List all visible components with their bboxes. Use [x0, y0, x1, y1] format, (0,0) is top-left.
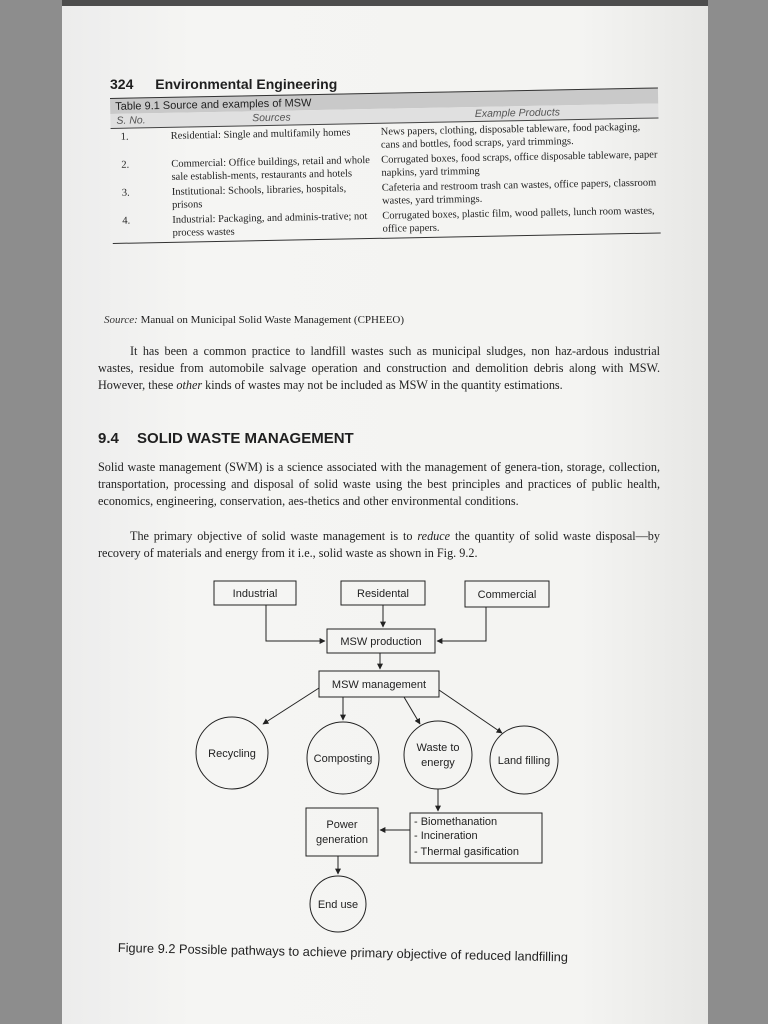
waste-to-energy-label-line1: Waste to	[416, 742, 460, 754]
cell-examples: News papers, clothing, disposable tableware, food packaging, cans and bottles, food scraps, yard trimmings.	[380, 121, 641, 151]
land-filling-label: Land filling	[497, 755, 551, 767]
msw-management-label: MSW management	[331, 679, 427, 691]
col-header-sources: Sources	[252, 111, 291, 125]
figure-caption: Figure 9.2 Possible pathways to achieve primary objective of reduced landfilling	[117, 940, 569, 965]
arrow-commercial-production	[437, 607, 486, 641]
process-incineration: - Incineration	[414, 830, 478, 842]
cell-examples: Cafeteria and restroom trash can wastes, office papers, classroom wastes, yard trimmings.	[381, 177, 657, 207]
para1-text-a: It has been a common practice to landfill wastes such as municipal sludges, non haz-ardous industrial wastes, residue from automobile salvage operation and construction and demolition debris along with MSW. However, these	[98, 344, 660, 392]
book-title: Environmental Engineering	[155, 76, 338, 92]
process-thermal-gasification: - Thermal gasification	[414, 846, 519, 858]
cell-source: Institutional: Schools, libraries, hospitals, prisons	[171, 183, 347, 211]
cell-source: Industrial: Packaging, and adminis-trative; not process wastes	[172, 211, 368, 239]
msw-production-label: MSW production	[340, 636, 422, 648]
col-header-sno: S. No.	[116, 114, 146, 127]
industrial-label: Industrial	[232, 588, 278, 600]
book-page	[62, 0, 708, 1024]
source-text: Manual on Municipal Solid Waste Management (CPHEEO)	[137, 314, 405, 326]
msw-pathways-diagram	[62, 0, 708, 1024]
waste-to-energy-circle	[404, 721, 472, 789]
col-header-examples: Example Products	[474, 106, 561, 120]
recycling-label: Recycling	[208, 748, 256, 760]
cell-examples: Corrugated boxes, food scraps, office disposable tableware, paper napkins, yard trimming	[381, 149, 658, 179]
power-label-line2: generation	[316, 834, 368, 846]
waste-to-energy-label-line2: energy	[421, 757, 455, 769]
para1-emphasis: other	[176, 378, 203, 392]
residental-label: Residental	[357, 588, 409, 600]
cell-source: Residential: Single and multifamily homes	[170, 127, 351, 142]
cell-sno: 3.	[121, 187, 130, 199]
arrow-to-land-filling	[439, 690, 502, 733]
cell-sno: 1.	[120, 131, 129, 143]
arrow-to-recycling	[263, 688, 319, 724]
page-number: 324	[110, 76, 134, 92]
arrow-industrial-production	[266, 605, 325, 641]
power-label-line1: Power	[326, 819, 358, 831]
table-caption: Table 9.1 Source and examples of MSW	[110, 87, 658, 114]
section-title: SOLID WASTE MANAGEMENT	[137, 430, 354, 447]
section-number: 9.4	[98, 430, 119, 447]
paragraph-swm-definition: Solid waste management (SWM) is a science associated with the management of genera-tion, storage, collection, transportation, processing and disposal of solid waste using the best principles and practices of public health, economics, engineering, conservation, aes-thetics and other environmental conditions.	[98, 460, 660, 508]
para1-text-b: kinds of wastes may not be included as MSW in the quantity estimations.	[202, 378, 563, 392]
cell-sno: 2.	[121, 159, 130, 171]
power-generation-box	[306, 808, 378, 856]
para3-text-a: The primary objective of solid waste management is to	[130, 529, 418, 543]
cell-examples: Corrugated boxes, plastic film, wood pallets, lunch room wastes, office papers.	[382, 205, 655, 235]
para3-emphasis: reduce	[417, 529, 451, 543]
process-biomethanation: - Biomethanation	[414, 816, 498, 828]
source-label: Source:	[104, 314, 138, 326]
arrow-to-waste-to-energy	[404, 697, 420, 724]
composting-label: Composting	[313, 753, 373, 765]
end-use-label: End use	[317, 899, 359, 911]
para3-text-b: the quantity of solid waste disposal—by recovery of materials and energy from it i.e., solid waste as shown in Fig. 9.2.	[98, 529, 660, 560]
commercial-label: Commercial	[477, 589, 537, 601]
cell-source: Commercial: Office buildings, retail and whole sale establish-ments, restaurants and hotels	[171, 155, 371, 183]
cell-sno: 4.	[122, 215, 131, 227]
